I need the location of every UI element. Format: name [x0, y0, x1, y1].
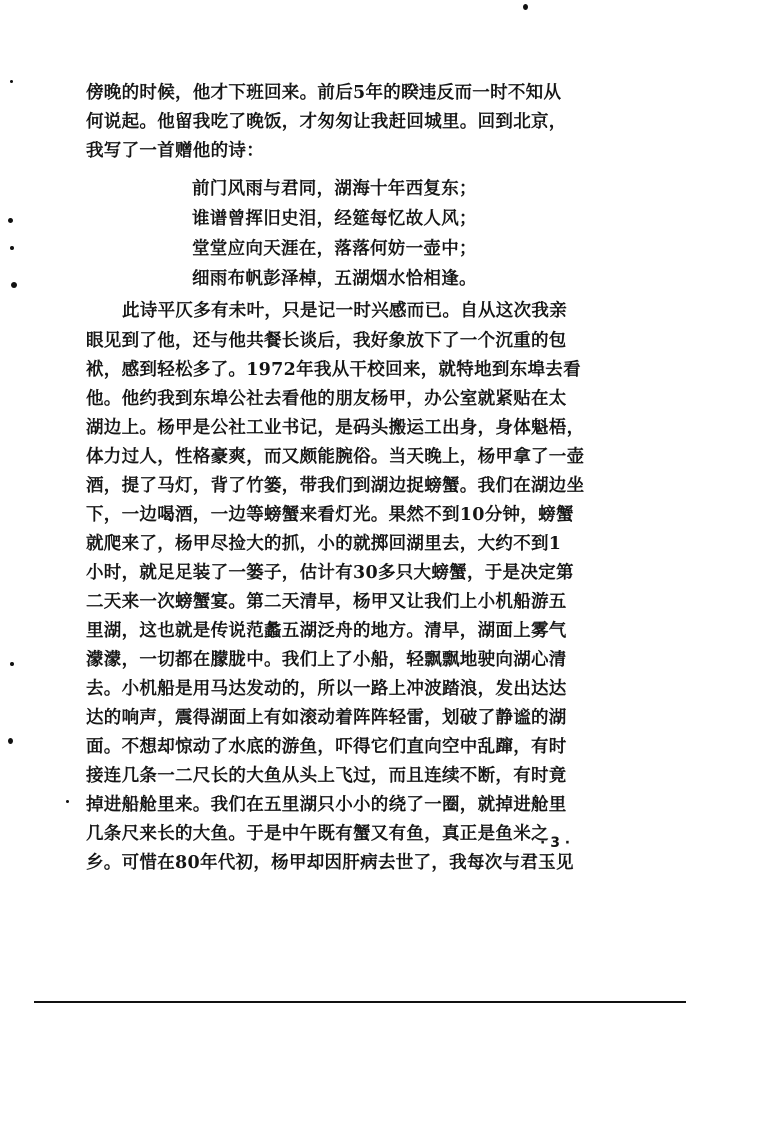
- text-line: 接连几条一二尺长的大鱼从头上飞过，而且连续不断，有时竟: [86, 766, 567, 786]
- text-line: 小时，就足足装了一篓子，估计有30多只大螃蟹，于是决定第: [86, 563, 574, 583]
- poem-line: 谁谱曾挥旧史泪，经筵每忆故人风；: [192, 209, 477, 229]
- text-line: 我写了一首赠他的诗：: [86, 141, 264, 161]
- scan-speck: [11, 282, 17, 288]
- scan-speck: [66, 800, 69, 803]
- text-line: 何说起。他留我吃了晚饭，才匆匆让我赶回城里。回到北京，: [86, 112, 567, 132]
- text-line: 去。小机船是用马达发动的，所以一路上冲波踏浪，发出达达: [86, 679, 567, 699]
- text-line: 体力过人，性格豪爽，而又颇能腕俗。当天晚上，杨甲拿了一壶: [86, 447, 585, 467]
- scan-speck: [8, 738, 13, 744]
- scan-speck: [10, 80, 13, 83]
- text-line: 他。他约我到东埠公社去看他的朋友杨甲，办公室就紧贴在太: [86, 389, 567, 409]
- text-line: 袱，感到轻松多了。1972年我从干校回来，就特地到东埠去看: [86, 360, 581, 380]
- text-line: 濛濛，一切都在朦胧中。我们上了小船，轻飘飘地驶向湖心清: [86, 650, 567, 670]
- text-line: 掉进船舱里来。我们在五里湖只小小的绕了一圈，就掉进舱里: [86, 795, 567, 815]
- page-number: · 3 ·: [540, 835, 571, 851]
- text-line: 达的响声，震得湖面上有如滚动着阵阵轻雷，划破了静谧的湖: [86, 708, 567, 728]
- text-line: 里湖，这也就是传说范蠡五湖泛舟的地方。清早，湖面上雾气: [86, 621, 567, 641]
- text-line: 下，一边喝酒，一边等螃蟹来看灯光。果然不到10分钟，螃蟹: [86, 505, 574, 525]
- scan-speck: [10, 662, 14, 666]
- text-line: 面。不想却惊动了水底的游鱼，吓得它们直向空中乱蹿，有时: [86, 737, 567, 757]
- text-line: 湖边上。杨甲是公社工业书记，是码头搬运工出身，身体魁梧，: [86, 418, 585, 438]
- poem-line: 堂堂应向天涯在，落落何妨一壶中；: [192, 239, 477, 259]
- poem-line: 细雨布帆彭泽棹，五湖烟水恰相逢。: [192, 269, 477, 289]
- scan-speck: [8, 218, 13, 223]
- scan-speck: [10, 246, 14, 250]
- text-line: 几条尺来长的大鱼。于是中午既有蟹又有鱼，真正是鱼米之: [86, 824, 549, 844]
- text-line: 乡。可惜在80年代初，杨甲却因肝病去世了，我每次与君玉见: [86, 853, 574, 873]
- scan-speck: [523, 4, 528, 10]
- text-line: 酒，提了马灯，背了竹篓，带我们到湖边捉螃蟹。我们在湖边坐: [86, 476, 585, 496]
- text-line: 就爬来了，杨甲尽捡大的抓，小的就掷回湖里去，大约不到1: [86, 534, 562, 554]
- poem-line: 前门风雨与君同，湖海十年西复东；: [192, 179, 477, 199]
- text-line: 眼见到了他，还与他共餐长谈后，我好象放下了一个沉重的包: [86, 331, 567, 351]
- text-line: 此诗平仄多有未叶，只是记一时兴感而已。自从这次我亲: [122, 301, 567, 321]
- text-line: 傍晚的时候，他才下班回来。前后5年的睽违反而一时不知从: [86, 83, 562, 103]
- text-line: 二天来一次螃蟹宴。第二天清早，杨甲又让我们上小机船游五: [86, 592, 567, 612]
- bottom-rule: [34, 1001, 686, 1003]
